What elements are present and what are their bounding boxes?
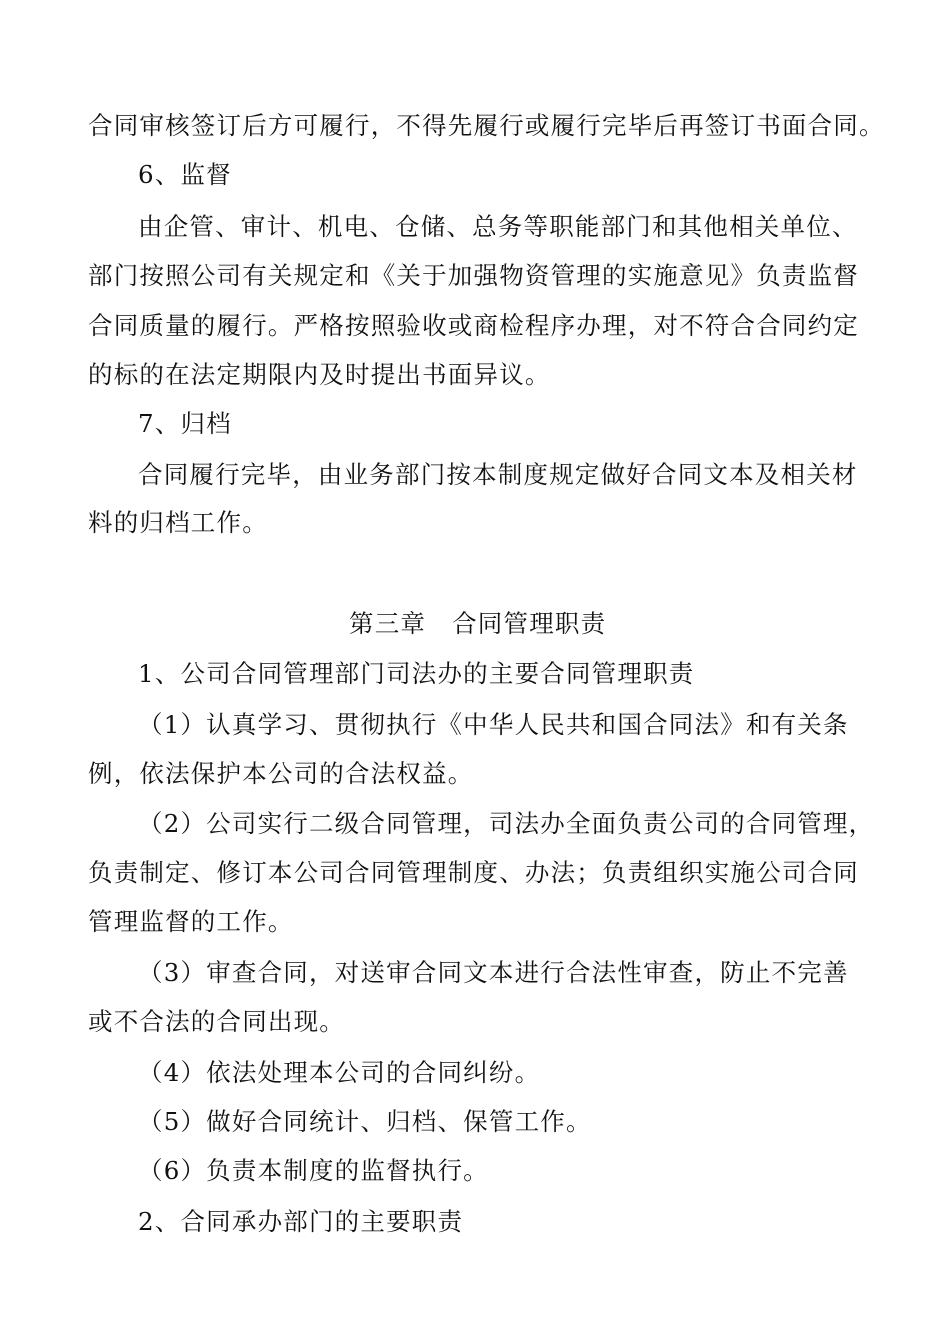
paragraph-line: 合同审核签订后方可履行，不得先履行或履行完毕后再签订书面合同。 bbox=[88, 111, 885, 140]
chapter-name: 合同管理职责 bbox=[452, 609, 607, 638]
section-heading: 2、合同承办部门的主要职责 bbox=[138, 1207, 464, 1236]
paragraph-line: 由企管、审计、机电、仓储、总务等职能部门和其他相关单位、 bbox=[138, 212, 858, 241]
paragraph-line: 的标的在法定期限内及时提出书面异议。 bbox=[88, 360, 551, 389]
chapter-number: 第三章 bbox=[349, 609, 427, 638]
item-heading-supervision: 6、监督 bbox=[138, 160, 232, 189]
list-item: （4）依法处理本公司的合同纠纷。 bbox=[138, 1058, 541, 1087]
paragraph-line: 合同履行完毕，由业务部门按本制度规定做好合同文本及相关材 bbox=[138, 460, 858, 489]
chapter-title bbox=[349, 608, 606, 640]
list-item: （3）审查合同，对送审合同文本进行合法性审查，防止不完善 bbox=[138, 958, 849, 987]
list-item: （5）做好合同统计、归档、保管工作。 bbox=[138, 1107, 592, 1136]
list-item: （6）负责本制度的监督执行。 bbox=[138, 1156, 489, 1185]
paragraph-line: 料的归档工作。 bbox=[88, 508, 268, 537]
list-item: （1）认真学习、贯彻执行《中华人民共和国合同法》和有关条 bbox=[138, 710, 849, 739]
list-item: （2）公司实行二级合同管理，司法办全面负责公司的合同管理， bbox=[138, 809, 875, 838]
item-heading-archive: 7、归档 bbox=[138, 409, 232, 438]
paragraph-line: 部门按照公司有关规定和《关于加强物资管理的实施意见》负责监督 bbox=[88, 261, 859, 290]
section-heading: 1、公司合同管理部门司法办的主要合同管理职责 bbox=[138, 659, 695, 688]
paragraph-line: 合同质量的履行。严格按照验收或商检程序办理，对不符合合同约定 bbox=[88, 311, 859, 340]
list-item-continuation: 或不合法的合同出现。 bbox=[88, 1007, 345, 1036]
list-item-continuation: 负责制定、修订本公司合同管理制度、办法；负责组织实施公司合同 bbox=[88, 858, 859, 887]
list-item-continuation: 例，依法保护本公司的合法权益。 bbox=[88, 759, 474, 788]
list-item-continuation: 管理监督的工作。 bbox=[88, 907, 294, 936]
